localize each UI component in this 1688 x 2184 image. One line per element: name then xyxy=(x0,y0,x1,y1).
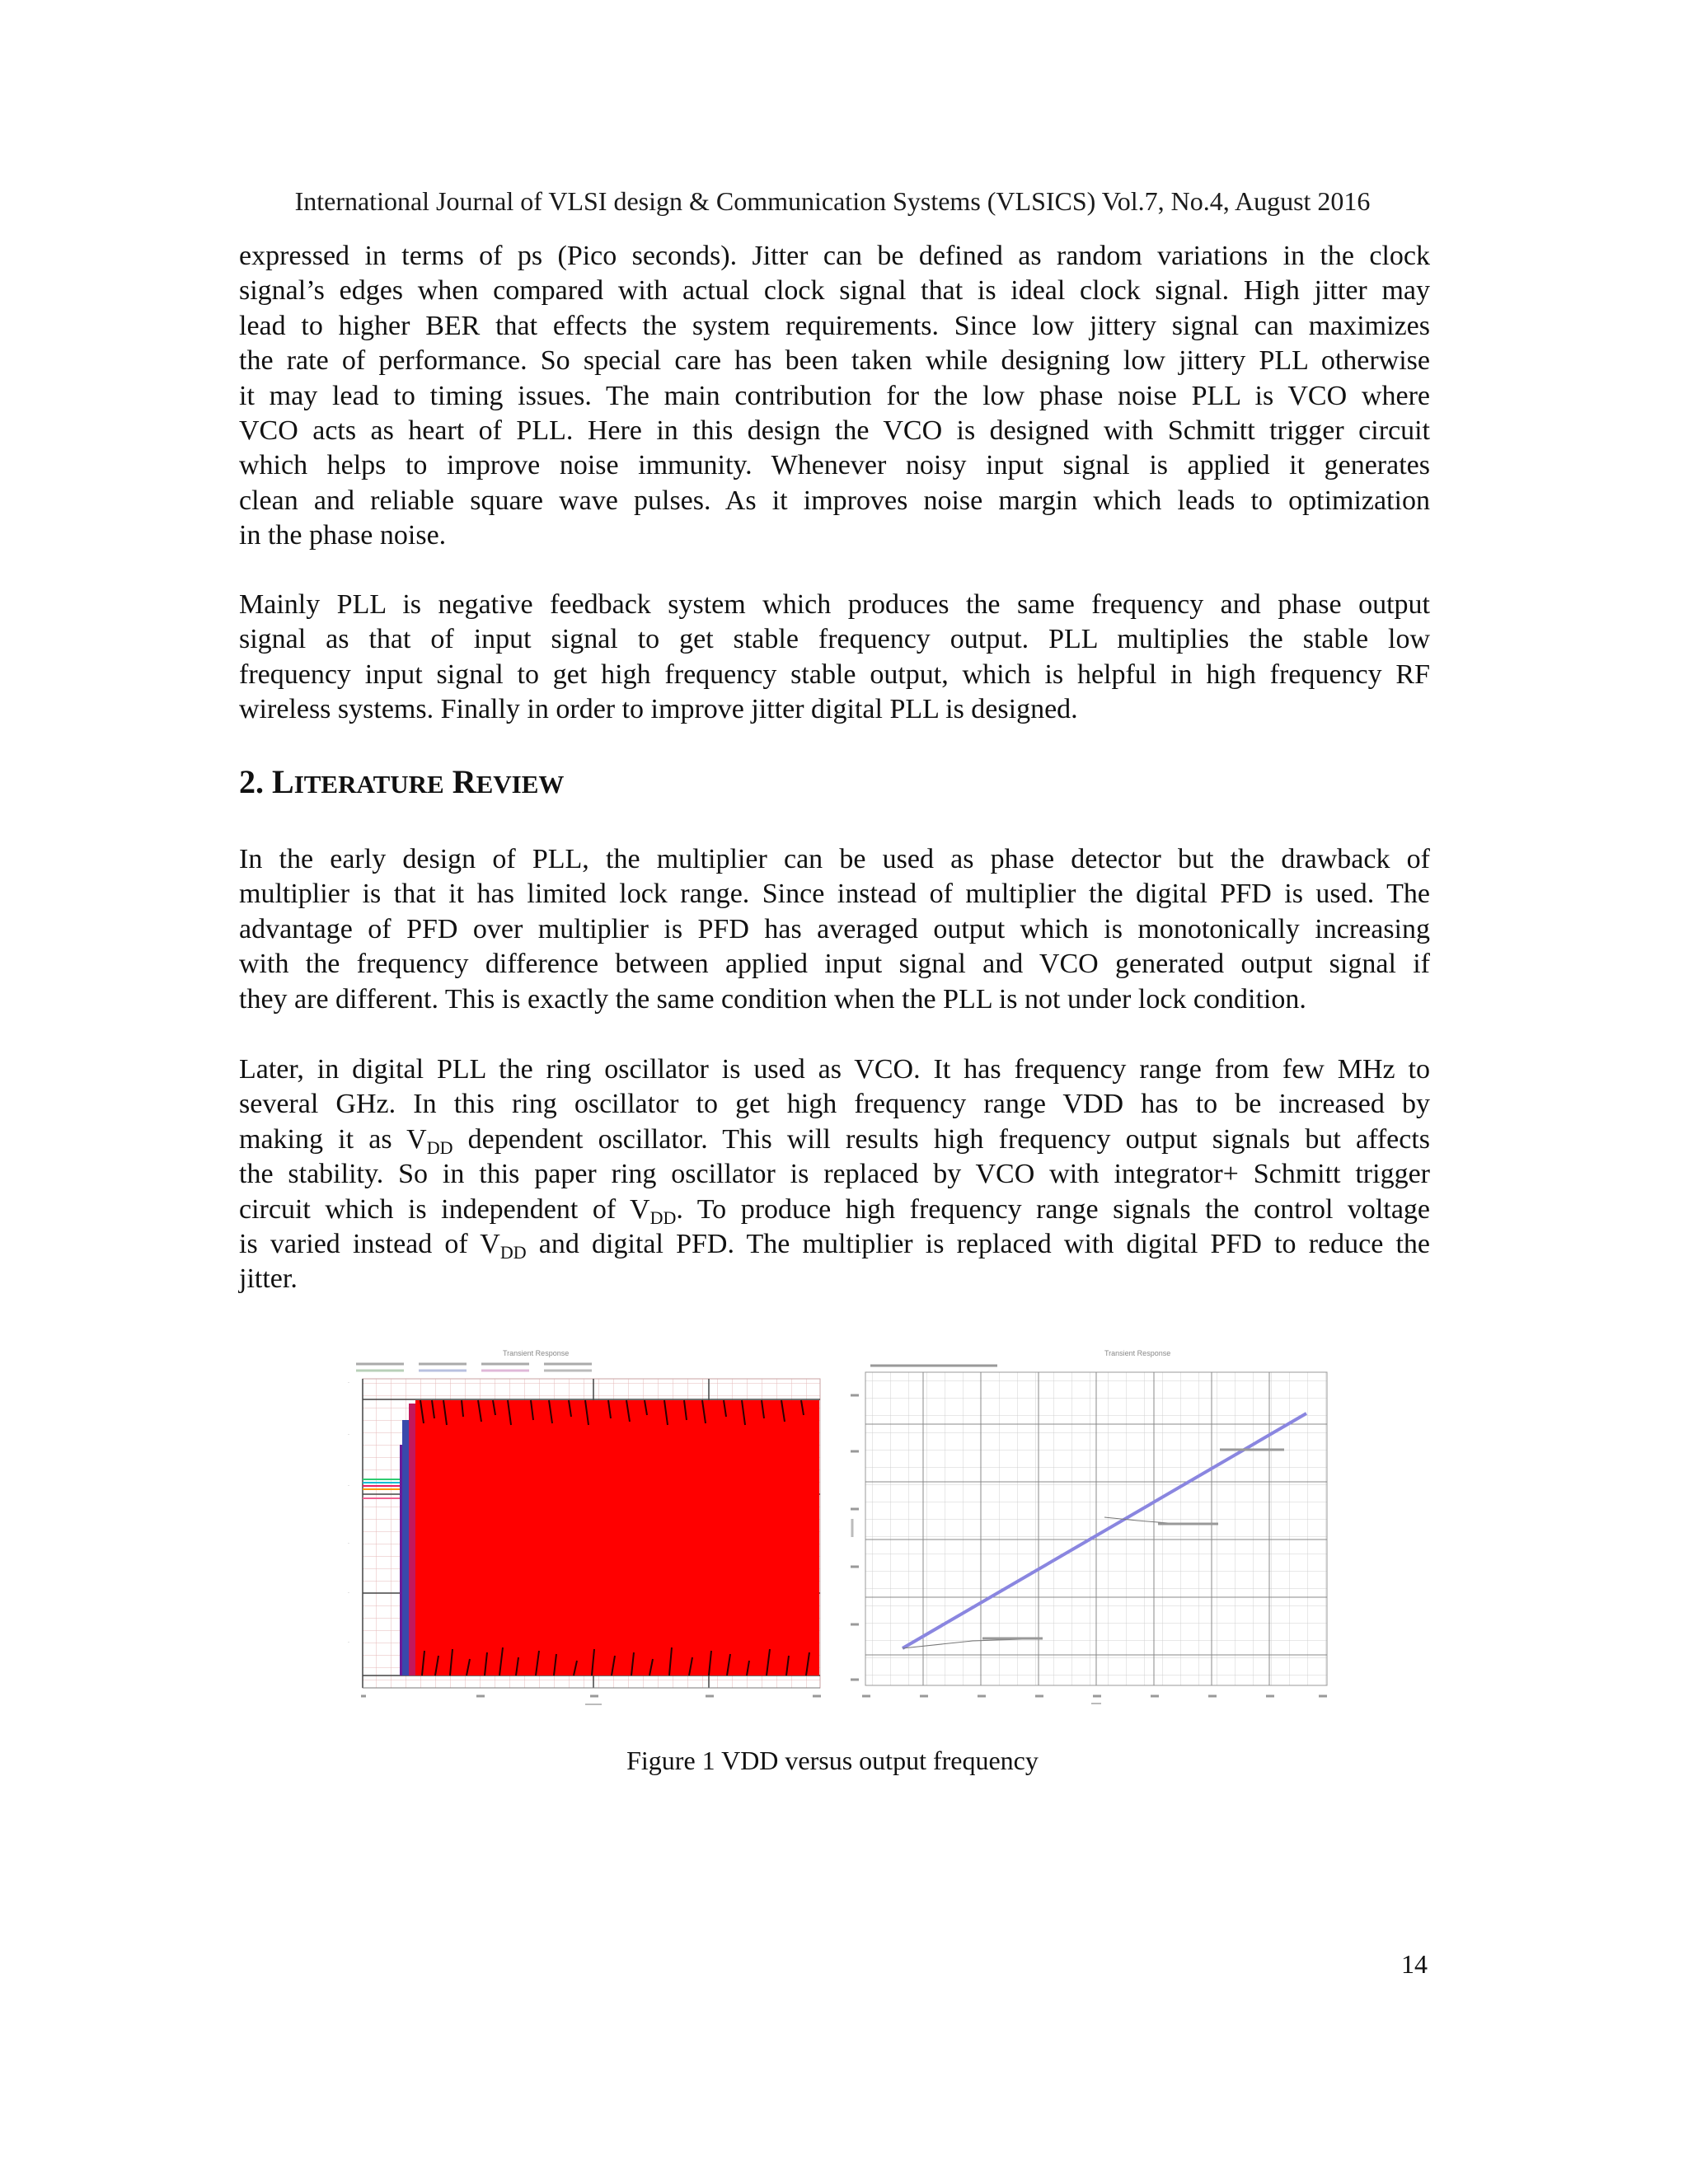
left-plot-waveform xyxy=(415,1400,819,1675)
text-line: jitter. xyxy=(239,1263,298,1295)
text-line: Later, in digital PLL the ring oscillator is used as VCO. It has frequency range from few MHz to xyxy=(239,1054,1430,1085)
left-plot-legend xyxy=(356,1364,592,1371)
text-line: VCO acts as heart of PLL. Here in this design the VCO is designed with Schmitt trigger circuit xyxy=(239,415,1430,447)
text-line: lead to higher BER that effects the system requirements. Since low jittery signal can maximizes xyxy=(239,310,1430,341)
figure-1 xyxy=(346,1346,1335,1708)
section-word1-rest: ITERATURE xyxy=(293,770,444,799)
text-line: clean and reliable square wave pulses. As it improves noise margin which leads to optimization xyxy=(239,485,1430,516)
text-line: is varied instead of $V_{DD}$ and digital PFD. The multiplier is replaced with digital PFD to reduce the xyxy=(239,1229,1430,1263)
page-number: 14 xyxy=(1401,1949,1428,1979)
right-transient-plot xyxy=(851,1349,1327,1704)
section-word2-initial: R xyxy=(452,763,476,800)
svg-text:.: . xyxy=(348,1379,349,1385)
svg-text:.: . xyxy=(348,1589,349,1595)
text-line: the stability. So in this paper ring oscillator is replaced by VCO with integrator+ Schmitt trigger xyxy=(239,1159,1430,1190)
text-line: which helps to improve noise immunity. Whenever noisy input signal is applied it generates xyxy=(239,450,1430,481)
text-line: the rate of performance. So special care has been taken while designing low jittery PLL otherwise xyxy=(239,345,1430,377)
section-heading xyxy=(239,762,564,801)
text-line: with the frequency difference between applied input signal and VCO generated output signal if xyxy=(239,949,1430,980)
left-plot-title: Transient Response xyxy=(503,1349,570,1357)
text-line: multiplier is that it has limited lock range. Since instead of multiplier the digital PFD is used. The xyxy=(239,879,1430,910)
text-line: wireless systems. Finally in order to improve jitter digital PLL is designed. xyxy=(239,694,1078,725)
text-line: making it as $V_{DD}$ dependent oscillator. This will results high frequency output signals but affects xyxy=(239,1123,1430,1158)
subscript-dd: DD xyxy=(649,1207,677,1228)
left-transient-plot xyxy=(348,1349,821,1704)
paragraph-ring-oscillator xyxy=(239,1052,1430,1297)
section-word2-rest: EVIEW xyxy=(476,770,565,799)
text-line: in the phase noise. xyxy=(239,520,447,551)
text-line: several GHz. In this ring oscillator to get high frequency range VDD has to be increased by xyxy=(239,1089,1430,1120)
text-line: signal’s edges when compared with actual clock signal that is ideal clock signal. High jitter may xyxy=(239,275,1430,307)
subscript-dd: DD xyxy=(426,1137,453,1158)
text-line: advantage of PFD over multiplier is PFD has averaged output which is monotonically increasing xyxy=(239,913,1430,944)
svg-text:.: . xyxy=(348,1482,349,1488)
text-line: Mainly PLL is negative feedback system which produces the same frequency and phase output xyxy=(239,589,1430,620)
paragraph-pfd xyxy=(239,842,1430,1017)
subscript-dd: DD xyxy=(499,1242,527,1263)
svg-text:.: . xyxy=(348,1540,349,1545)
text-line: it may lead to timing issues. The main contribution for the low phase noise PLL is VCO where xyxy=(239,380,1430,411)
svg-text:.: . xyxy=(348,1431,349,1436)
section-number: 2. xyxy=(239,763,272,800)
paragraph-pll-feedback xyxy=(239,588,1430,728)
section-word1-initial: L xyxy=(272,763,294,800)
text-line: frequency input signal to get high frequency stable output, which is helpful in high frequency RF xyxy=(239,658,1430,690)
text-line: signal as that of input signal to get stable frequency output. PLL multiplies the stable low xyxy=(239,624,1430,655)
text-line: In the early design of PLL, the multiplier can be used as phase detector but the drawback of xyxy=(239,844,1430,874)
figure-1-image xyxy=(346,1346,1335,1708)
right-plot-title: Transient Response xyxy=(1104,1349,1171,1357)
paragraph-jitter xyxy=(239,239,1430,554)
journal-header: International Journal of VLSI design & Communication Systems (VLSICS) Vol.7, No.4, August 2016 xyxy=(294,186,1371,216)
figure-caption: Figure 1 VDD versus output frequency xyxy=(626,1746,1039,1775)
text-line: circuit which is independent of $V_{DD}$. To produce high frequency range signals the control voltage xyxy=(239,1193,1431,1228)
text-line: expressed in terms of ps (Pico seconds). Jitter can be defined as random variations in the clock xyxy=(239,241,1430,271)
svg-text:.: . xyxy=(348,1638,349,1644)
text-line: they are different. This is exactly the same condition when the PLL is not under lock condition. xyxy=(239,983,1306,1015)
